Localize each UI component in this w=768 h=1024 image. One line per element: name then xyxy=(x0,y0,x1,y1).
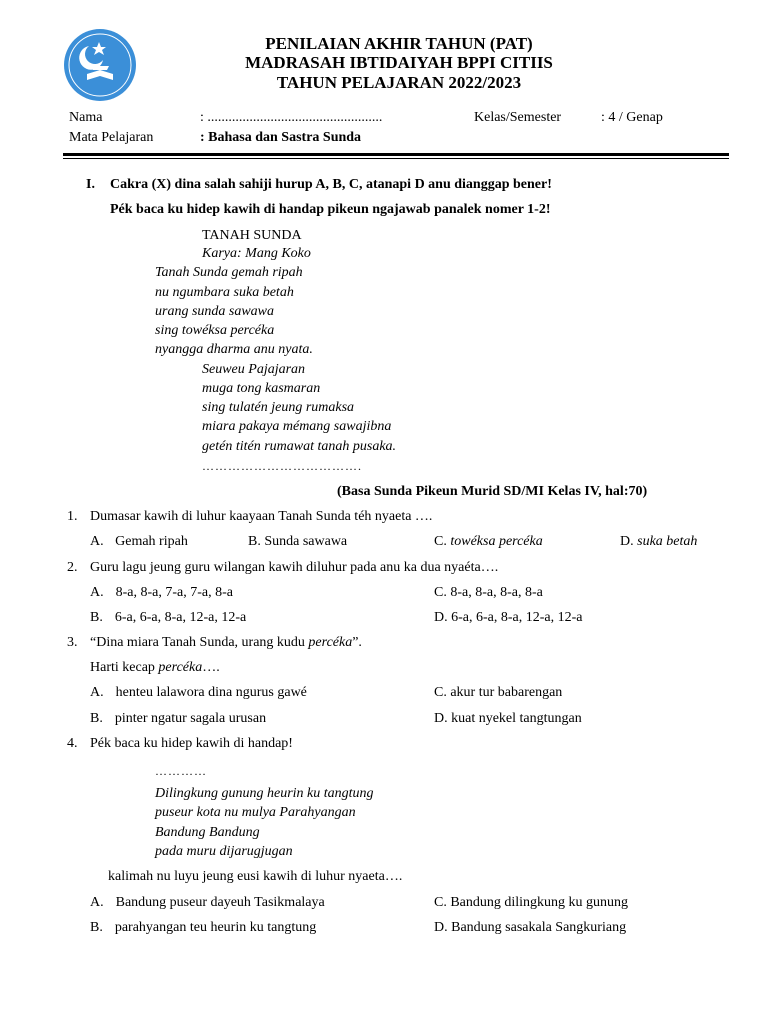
school-year: TAHUN PELAJARAN 2022/2023 xyxy=(276,73,522,92)
poem-author: Karya: Mang Koko xyxy=(202,246,311,261)
option-letter: A. xyxy=(90,585,104,600)
question-number: 1. xyxy=(67,509,78,524)
poem-line: sing tulatén jeung rumaksa xyxy=(202,400,355,415)
class-value: : 4 / Genap xyxy=(601,110,663,125)
option-letter: B. xyxy=(90,610,103,625)
school-name: MADRASAH IBTIDAIYAH BPPI CITIIS xyxy=(245,53,553,72)
question-text: Guru lagu jeung guru wilangan kawih diluhur pada anu ka dua nyaéta…. xyxy=(90,560,499,575)
subject-label: Mata Pelajaran xyxy=(69,130,154,145)
question-number: 3. xyxy=(67,635,78,650)
option-a[interactable] xyxy=(90,534,188,550)
option-d[interactable] xyxy=(620,534,697,550)
poem-line: miara pakaya mémang sawajibna xyxy=(202,419,392,434)
poem-line: muga tong kasmaran xyxy=(202,381,321,396)
question-text: “Dina miara Tanah Sunda, urang kudu percéka”. xyxy=(90,635,362,650)
name-field[interactable]: : .................................................. xyxy=(200,110,383,125)
header-divider-thin xyxy=(63,158,729,159)
subject-value: : Bahasa dan Sastra Sunda xyxy=(200,130,362,145)
question-text: Dumasar kawih di luhur kaayaan Tanah Sunda téh nyaeta …. xyxy=(90,509,433,524)
question-text: Pék baca ku hidep kawih di handap! xyxy=(90,736,293,751)
poem-source: (Basa Sunda Pikeun Murid SD/MI Kelas IV, hal:70) xyxy=(337,484,648,499)
poem-ellipsis: ………………………………. xyxy=(202,459,362,473)
option-d[interactable]: D. 6-a, 6-a, 8-a, 12-a, 12-a xyxy=(434,610,583,625)
option-letter: A. xyxy=(90,534,104,549)
option-c[interactable] xyxy=(434,534,543,550)
option-text: Bandung puseur dayeuh Tasikmalaya xyxy=(115,895,325,910)
poem-line: nu ngumbara suka betah xyxy=(155,285,294,300)
poem-ellipsis: ………… xyxy=(155,764,207,778)
header-divider-thick xyxy=(63,153,729,156)
name-label: Nama xyxy=(69,110,103,125)
option-b[interactable] xyxy=(90,610,246,626)
option-text: pinter ngatur sagala urusan xyxy=(114,711,267,726)
option-d[interactable]: D. kuat nyekel tangtungan xyxy=(434,711,582,726)
poem-line: urang sunda sawawa xyxy=(155,304,275,319)
option-c[interactable]: C. 8-a, 8-a, 8-a, 8-a xyxy=(434,585,543,600)
option-c[interactable]: C. akur tur babarengan xyxy=(434,685,563,700)
option-text: henteu lalawora dina ngurus gawé xyxy=(115,685,307,700)
question-prompt: Harti kecap percéka…. xyxy=(90,660,220,675)
option-text: 8-a, 8-a, 7-a, 7-a, 8-a xyxy=(115,585,234,600)
section-instruction: Cakra (X) dina salah sahiji hurup A, B, C, atanapi D anu dianggap bener! xyxy=(110,177,552,192)
exam-title: PENILAIAN AKHIR TAHUN (PAT) xyxy=(265,34,533,53)
poem-line: pada muru dijarugjugan xyxy=(155,844,293,859)
question-prompt: kalimah nu luyu jeung eusi kawih di luhur nyaeta…. xyxy=(108,869,403,884)
option-text: suka betah xyxy=(637,534,698,549)
option-text: parahyangan teu heurin ku tangtung xyxy=(114,920,317,935)
option-text: Gemah ripah xyxy=(115,534,188,549)
option-text: 6-a, 6-a, 8-a, 12-a, 12-a xyxy=(114,610,247,625)
option-b[interactable] xyxy=(90,920,316,936)
poem-line: Seuweu Pajajaran xyxy=(202,362,306,377)
section-number: I. xyxy=(86,177,95,192)
poem-line: sing towéksa percéka xyxy=(155,323,275,338)
option-letter: D. xyxy=(620,534,634,549)
question-number: 2. xyxy=(67,560,78,575)
option-letter: B. xyxy=(90,711,103,726)
poem-title: TANAH SUNDA xyxy=(202,228,302,243)
option-letter: A. xyxy=(90,685,104,700)
poem-line: nyangga dharma anu nyata. xyxy=(155,342,313,357)
poem-line: Tanah Sunda gemah ripah xyxy=(155,265,303,280)
poem-line: puseur kota nu mulya Parahyangan xyxy=(155,805,356,820)
section-instruction-2: Pék baca ku hidep kawih di handap pikeun ngajawab panalek nomer 1-2! xyxy=(110,202,551,217)
option-b[interactable]: B. Sunda sawawa xyxy=(248,534,348,549)
option-a[interactable] xyxy=(90,895,325,911)
option-b[interactable] xyxy=(90,711,266,727)
option-letter: B. xyxy=(90,920,103,935)
option-c[interactable]: C. Bandung dilingkung ku gunung xyxy=(434,895,629,910)
option-a[interactable] xyxy=(90,685,307,701)
poem-line: getén titén rumawat tanah pusaka. xyxy=(202,439,397,454)
question-number: 4. xyxy=(67,736,78,751)
option-a[interactable] xyxy=(90,585,233,601)
option-d[interactable]: D. Bandung sasakala Sangkuriang xyxy=(434,920,627,935)
option-letter: C. xyxy=(434,534,447,549)
poem-line: Dilingkung gunung heurin ku tangtung xyxy=(155,786,374,801)
poem-line: Bandung Bandung xyxy=(155,825,260,840)
class-label: Kelas/Semester xyxy=(474,110,562,125)
option-letter: A. xyxy=(90,895,104,910)
option-text: towéksa percéka xyxy=(450,534,543,549)
